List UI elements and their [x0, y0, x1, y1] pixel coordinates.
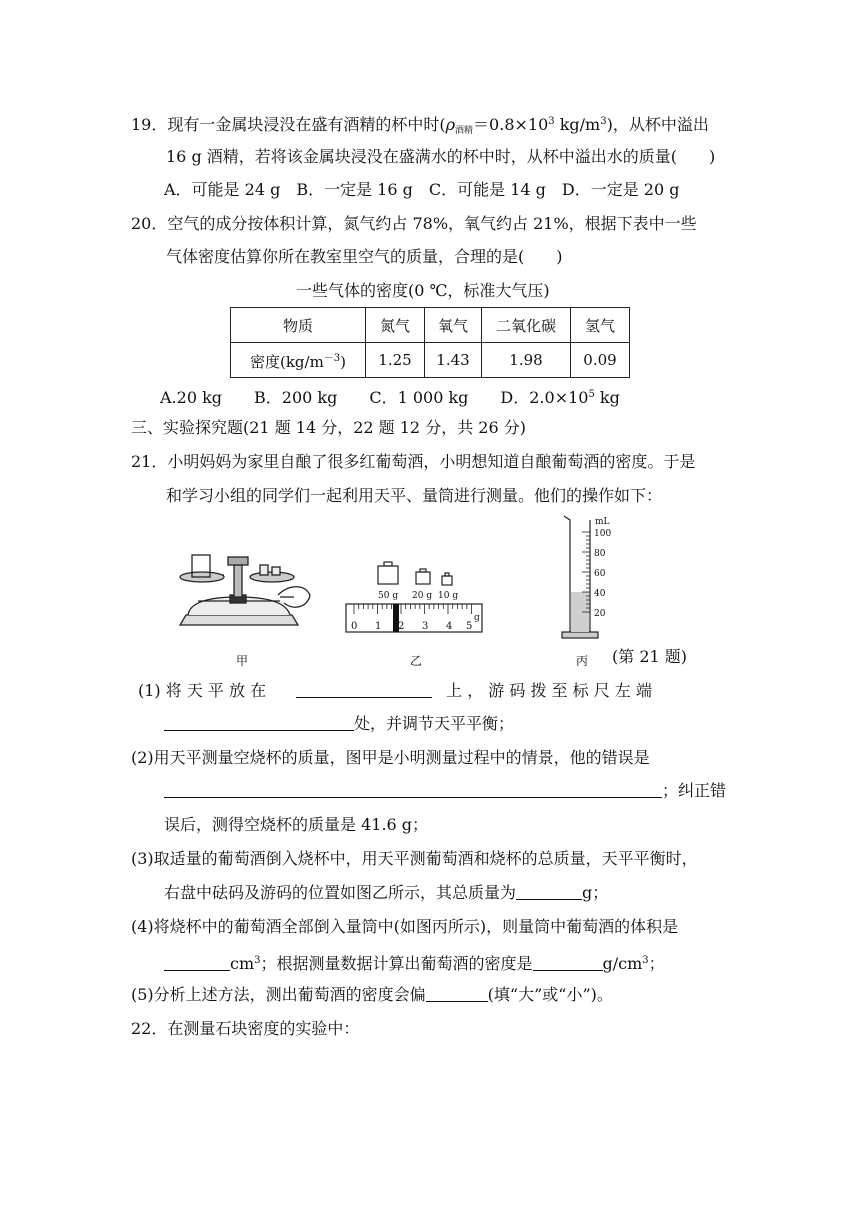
svg-text:0: 0	[351, 621, 358, 632]
svg-text:40: 40	[594, 589, 606, 599]
q21-part5: (5)分析上述方法，测出葡萄酒的密度会偏 (填“大”或“小”)。	[131, 985, 613, 1004]
gas-density-table	[230, 307, 630, 378]
table-row: 物质 氮气 氧气 二氧化碳 氢气	[231, 308, 630, 343]
svg-text:mL: mL	[595, 517, 610, 527]
answer-blank[interactable]	[164, 956, 230, 971]
svg-text:60: 60	[594, 569, 606, 579]
q21-part4: (4)将烧杯中的葡萄酒全部倒入量筒中(如图丙所示)，则量筒中葡萄酒的体积是	[131, 917, 679, 936]
svg-text:3: 3	[422, 621, 429, 632]
q21-line2: 和学习小组的同学们一起利用天平、量筒进行测量。他们的操作如下：	[166, 486, 663, 505]
svg-text:1: 1	[375, 621, 382, 632]
q21-number: 21．	[131, 452, 168, 471]
q19-line2: 16 g 酒精，若将该金属块浸没在盛满水的杯中时，从杯中溢出水的质量( )	[166, 147, 716, 166]
answer-blank[interactable]	[164, 716, 354, 731]
svg-text:4: 4	[446, 621, 453, 632]
density-label: 密度$(kg/m^{-3})$	[231, 343, 366, 378]
q20-line2: 气体密度估算你所在教室里空气的质量，合理的是( )	[166, 247, 563, 266]
weight-label: 10 g	[438, 591, 459, 601]
weight-label: 50 g	[378, 591, 399, 601]
q21-part2-cont: ；纠正错	[164, 779, 726, 803]
cylinder-figure	[560, 512, 620, 642]
q21-part3-cont: 右盘中砝码及游码的位置如图乙所示，其总质量为 g；	[164, 883, 609, 902]
answer-blank[interactable]	[516, 885, 582, 900]
section-heading: 三、实验探究题(21 题 14 分，22 题 12 分，共 26 分)	[131, 418, 526, 437]
figure-label-jia: 甲	[236, 654, 249, 668]
weights-ruler-figure	[342, 560, 487, 636]
svg-text:g: g	[474, 613, 480, 623]
q21-part1-cont: 处，并调节天平平衡；	[164, 712, 514, 736]
answer-blank[interactable]	[426, 987, 488, 1002]
answer-blank[interactable]	[533, 956, 603, 971]
svg-text:20: 20	[594, 609, 606, 619]
q22-line1: 22．在测量石块密度的实验中：	[131, 1019, 360, 1038]
svg-text:80: 80	[594, 549, 606, 559]
svg-text:2: 2	[398, 621, 405, 632]
balance-figure	[168, 535, 313, 640]
q21-part2: (2)用天平测量空烧杯的质量，图甲是小明测量过程中的情景，他的错误是	[131, 748, 650, 767]
table-caption: 一些气体的密度(0 ℃，标准大气压)	[296, 281, 550, 300]
answer-blank[interactable]	[296, 683, 432, 698]
q19-number: 19．	[131, 115, 168, 134]
q21-line1: 21．小明妈妈为家里自酿了很多红葡萄酒，小明想知道自酿葡萄酒的密度。于是	[131, 452, 696, 471]
q19-options: A．可能是 24 g B．一定是 16 g C．可能是 14 g D．一定是 20 g	[164, 180, 680, 199]
table-row: 密度$(kg/m^{-3})$ 1.25 1.43 1.98 0.09	[231, 343, 630, 378]
q21-part2-end: 误后，测得空烧杯的质量是 41.6 g；	[164, 815, 429, 834]
q21-part1: (1) 将 天 平 放 在 上 ， 游 码 拨 至 标 尺 左 端	[138, 681, 652, 700]
figure-label-yi: 乙	[410, 654, 423, 668]
q19-line1: 19．现有一金属块浸没在盛有酒精的杯中时($\rho_{酒精}=0.8\times 10^3$ $kg/m^3$)，从杯中溢出	[131, 115, 709, 136]
svg-text:100: 100	[594, 529, 612, 539]
q20-line1: 20．空气的成分按体积计算，氮气约占 78%，氧气约占 21%，根据下表中一些	[131, 214, 697, 233]
figure-caption: (第 21 题)	[612, 647, 688, 666]
q21-part3: (3)取适量的葡萄酒倒入烧杯中，用天平测葡萄酒和烧杯的总质量，天平平衡时，	[131, 849, 698, 868]
answer-blank[interactable]	[164, 783, 662, 798]
svg-text:5: 5	[466, 621, 473, 632]
weight-label: 20 g	[412, 591, 433, 601]
q21-part4-cont: $cm^3$；根据测量数据计算出葡萄酒的密度是 $g/cm^3$；	[164, 949, 665, 976]
figure-label-bing: 丙	[576, 654, 589, 668]
q20-number: 20．	[131, 214, 168, 233]
q20-options: A.20 kg B．200 kg C．1 000 kg D．$2.0\times 10^5$ kg	[160, 388, 620, 407]
q22-number: 22．	[131, 1019, 168, 1038]
